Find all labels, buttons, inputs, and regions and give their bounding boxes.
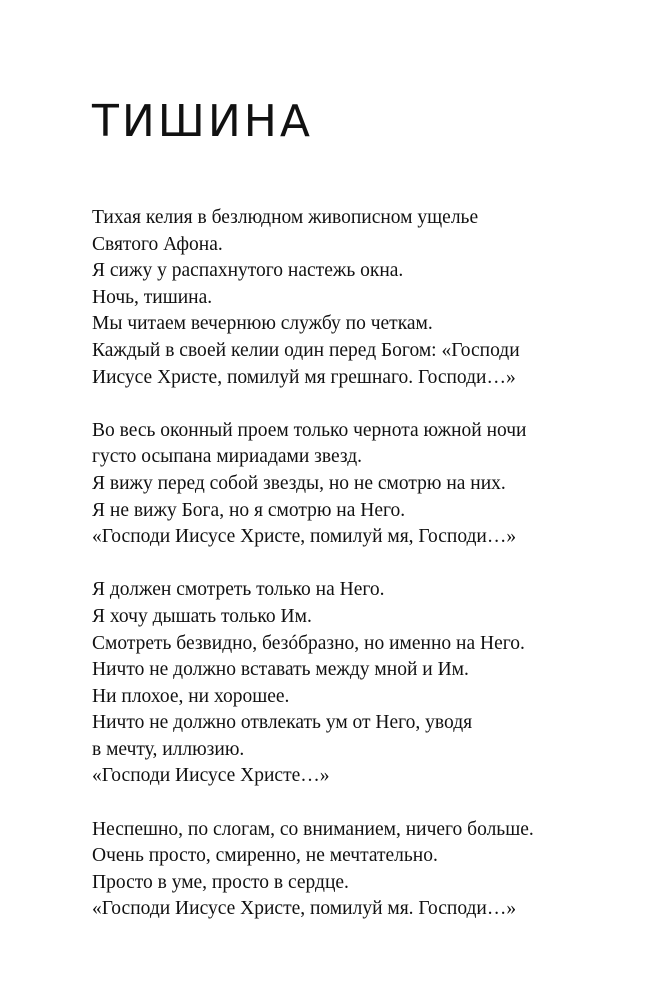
text-line: Тихая келия в безлюдном живописном ущелье <box>92 207 479 228</box>
text-line: Я должен смотреть только на Него. <box>92 579 385 601</box>
text-line: «Господи Иисусе Христе…» <box>92 765 330 787</box>
text-line: Ничто не должно вставать между мной и Им. <box>92 659 469 681</box>
stanza-1 <box>92 205 652 391</box>
stanza-3 <box>92 577 652 790</box>
text-line: Ночь, тишина. <box>92 286 213 308</box>
text-line: в мечту, иллюзию. <box>92 738 245 760</box>
text-line: Ни плохое, ни хорошее. <box>92 685 290 707</box>
text-line: «Господи Иисусе Христе, помилуй мя, Господи…» <box>92 526 517 548</box>
text-line: Я не вижу Бога, но я смотрю на Него. <box>92 499 406 521</box>
text-line: Смотреть безвидно, безóбразно, но именно на Него. <box>92 632 525 654</box>
text-line: Просто в уме, просто в сердце. <box>92 871 349 893</box>
text-line: Неспешно, по слогам, со вниманием, ничего больше. <box>92 818 534 840</box>
text-line: Мы читаем вечернюю службу по четкам. <box>92 313 433 335</box>
stanza-2 <box>92 418 652 551</box>
text-line: Каждый в своей келии один перед Богом: «Господи <box>92 339 520 361</box>
page-title: ТИШИНА <box>92 96 313 147</box>
text-line: Очень просто, смиренно, не мечтательно. <box>92 845 438 867</box>
text-line: Я хочу дышать только Им. <box>92 605 312 627</box>
text-line: Во весь оконный проем только чернота южной ночи <box>92 419 527 441</box>
stanza-4 <box>92 817 652 923</box>
text-line: густо осыпана мириадами звезд. <box>92 446 363 468</box>
text-line: Святого Афона. <box>92 233 223 255</box>
text-line: Я сижу у распахнутого настежь окна. <box>92 260 404 282</box>
text-line: Ничто не должно отвлекать ум от Него, уводя <box>92 712 473 734</box>
poem-body <box>92 205 652 950</box>
text-line: Я вижу перед собой звезды, но не смотрю на них. <box>92 472 506 494</box>
text-line: Иисусе Христе, помилуй мя грешнаго. Господи…» <box>92 366 516 388</box>
text-line: «Господи Иисусе Христе, помилуй мя. Господи…» <box>92 898 517 920</box>
